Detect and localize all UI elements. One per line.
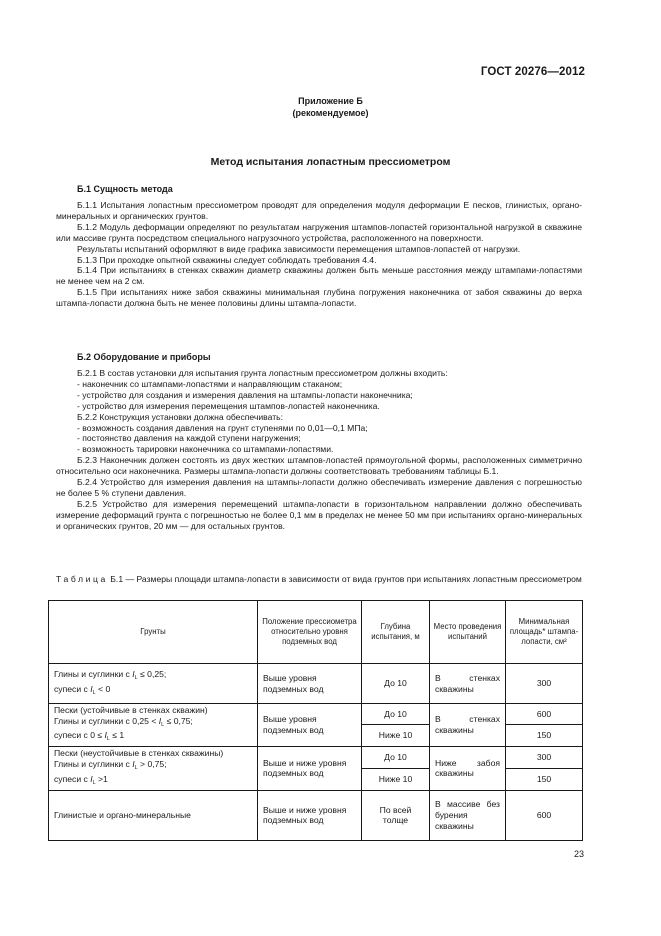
soil-line: Глины и суглинки с $0,25 < I_L \le 0,75$;: [54, 715, 193, 728]
table-row: [49, 664, 583, 704]
symbol-l: L: [92, 689, 96, 696]
table-caption: [56, 574, 582, 585]
symbol-i: I: [158, 715, 162, 726]
paragraph-b-1-2: Б.1.2 Модуль деформации определяют по результатам нагружения штампов-лопастей горизонтальной нагрузкой в скважине или массиве грунта посредством специального нагрузочного устройства, расположенного на поверхности.: [56, 221, 582, 243]
paragraph-b-1-4: Б.1.4 При испытаниях в стенках скважин диаметр скважины должен быть меньше расстояния между штампами-лопастями не менее чем на 2 см.: [56, 265, 582, 287]
section-1-heading: Б.1 Сущность метода: [77, 184, 173, 194]
cell-soils: [49, 704, 258, 747]
soil-line: Пески (неустойчивые в стенках скважины): [54, 748, 224, 759]
list-item-pressure-device: - устройство для создания и измерения давления на штампы-лопасти наконечника;: [77, 389, 413, 400]
list-item-pressure-steps: - возможность создания давления на грунт ступенями по 0,01—0,1 МПа;: [77, 422, 368, 433]
table-header-row: [49, 601, 583, 664]
standard-number: ГОСТ 20276—2012: [480, 66, 585, 78]
list-item-displacement-device: - устройство для измерения перемещения штампов-лопастей наконечника.: [77, 400, 380, 411]
cell-place: В стенках скважины: [430, 704, 506, 747]
cell-area: 150: [506, 725, 583, 746]
cell-depth: До 10: [362, 664, 430, 704]
header-area: Минимальная площадь* штампа-лопасти, см²: [506, 601, 583, 664]
cell-position: Выше и ниже уровня подземных вод: [258, 746, 362, 790]
symbol-i: I: [132, 668, 135, 679]
symbol-i: I: [104, 730, 107, 741]
cell-place: В массиве без бурения скважины: [430, 790, 506, 840]
list-item-calibration: - возможность тарировки наконечника со штампами-лопастями.: [77, 444, 334, 455]
soil-table: [48, 600, 583, 841]
cell-depth: Ниже 10: [362, 725, 430, 746]
symbol-l: L: [134, 764, 138, 771]
paragraph-b-2-2: Б.2.2 Конструкция установки должна обеспечивать:: [77, 411, 284, 422]
cell-depth: Ниже 10: [362, 768, 430, 790]
table-row: [49, 746, 583, 768]
paragraph-b-2-3: Б.2.3 Наконечник должен состоять из двух жестких штампов-лопастей прямоугольной формы, расположенных симметрично относительно оси наконечника. Размеры штампа-лопасти должны соответствовать требованиям таблицы Б.1.: [56, 455, 582, 477]
cell-area: 150: [506, 768, 583, 790]
cell-area: 300: [506, 746, 583, 768]
cell-position: Выше уровня подземных вод: [258, 664, 362, 704]
cell-soils: [49, 664, 258, 704]
symbol-l: L: [106, 736, 110, 743]
header-depth: Глубина испытания, м: [362, 601, 430, 664]
table-caption-label: Таблица: [56, 574, 108, 584]
paragraph-results: Результаты испытаний оформляют в виде графика зависимости перемещения штампов-лопастей от нагрузки.: [77, 243, 521, 254]
list-item-tip: - наконечник со штампами-лопастями и направляющим стаканом;: [77, 378, 343, 389]
cell-depth: До 10: [362, 746, 430, 768]
cell-soils: [49, 746, 258, 790]
symbol-i: I: [132, 758, 135, 769]
appendix-title: Приложение Б: [298, 96, 363, 106]
soil-line: супеси с $I_L >1$: [54, 773, 108, 786]
paragraph-b-2-1: Б.2.1 В состав установки для испытания грунта лопастным прессиометром должны входить:: [77, 368, 448, 378]
soil-line: Пески (устойчивые в стенках скважин): [54, 705, 208, 715]
header-soils: Грунты: [49, 601, 258, 664]
soil-line: Глины и суглинки с $I_L > 0,75$;: [54, 758, 167, 771]
paragraph-b-1-1: Б.1.1 Испытания лопастным прессиометром проводят для определения модуля деформации E песков, глинистых, органо-минеральных и органических грунтов.: [56, 200, 582, 221]
table-caption-text: Б.1 — Размеры площади штампа-лопасти в зависимости от вида грунтов при испытаниях лопастным прессиометром: [107, 574, 582, 584]
soil-line: супеси с $0 \le I_L \le 1$: [54, 730, 125, 743]
symbol-i: I: [90, 773, 93, 784]
section-2-heading: Б.2 Оборудование и приборы: [77, 352, 211, 362]
table-row: [49, 790, 583, 840]
paragraph-b-1-5: Б.1.5 При испытаниях ниже забоя скважины минимальная глубина погружения наконечника от забоя скважины до верха штампа-лопасти должна быть не менее половины длины штампа-лопасти.: [56, 287, 582, 309]
page-number: 23: [573, 849, 584, 859]
cell-area: 600: [506, 704, 583, 725]
header-place: Место проведения испытаний: [430, 601, 506, 664]
section-1-body: [56, 200, 582, 309]
section-2-body: [56, 368, 582, 532]
cell-area: 600: [506, 790, 583, 840]
soil-line: супеси с $I_L < 0$: [54, 683, 111, 696]
symbol-l: L: [161, 721, 165, 728]
cell-area: 300: [506, 664, 583, 704]
cell-place: Ниже забоя скважины: [430, 746, 506, 790]
cell-depth: По всей толще: [362, 790, 430, 840]
cell-depth: До 10: [362, 704, 430, 725]
list-item-pressure-constancy: - постоянство давления на каждой ступени нагружения;: [77, 433, 301, 444]
soil-line: Глины и суглинки с $I_L \le 0,25$;: [54, 668, 167, 681]
paragraph-b-1-3: Б.1.3 При проходке опытной скважины следует соблюдать требования 4.4.: [77, 254, 377, 265]
header-position: Положение прессиометра относительно уровня подземных вод: [258, 601, 362, 664]
cell-soils: Глинистые и органо-минеральные: [49, 790, 258, 840]
main-title: Метод испытания лопастным прессиометром: [210, 156, 451, 168]
paragraph-b-2-4: Б.2.4 Устройство для измерения давления на штампы-лопасти должно обеспечивать измерение давления с погрешностью не более 5 % ступени давления.: [56, 477, 582, 498]
symbol-l: L: [92, 779, 96, 786]
symbol-l: L: [134, 674, 138, 681]
paragraph-b-2-5: Б.2.5 Устройство для измерения перемещений штампа-лопасти в горизонтальном направлении должно обеспечивать измерение деформаций грунта с погрешностью не более 0,1 мм в пределах не менее 50 мм при испытаниях органо-минеральных и органических грунтов, 20 мм — для остальных грунтов.: [56, 498, 582, 531]
cell-place: В стенках скважины: [430, 664, 506, 704]
appendix-subtitle: (рекомендуемое): [292, 108, 369, 118]
symbol-i: I: [90, 683, 93, 694]
table-row: [49, 704, 583, 725]
cell-position: Выше уровня подземных вод: [258, 704, 362, 747]
cell-position: Выше и ниже уровня подземных вод: [258, 790, 362, 840]
